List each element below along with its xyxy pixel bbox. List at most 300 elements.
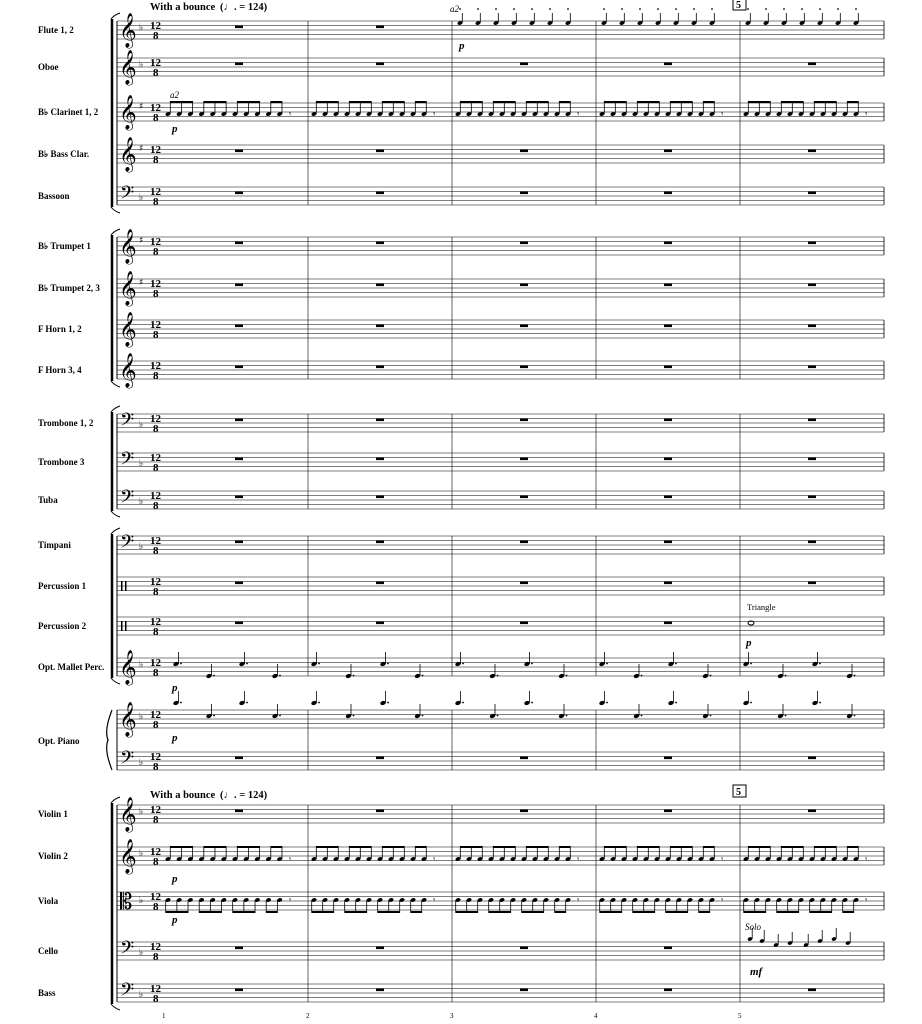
treble-clef-icon: 𝄞 bbox=[119, 13, 137, 48]
whole-rest-icon bbox=[808, 192, 816, 195]
time-sig-bottom: 8 bbox=[153, 993, 159, 1005]
beam bbox=[781, 101, 803, 103]
flat-icon: ♭ bbox=[139, 896, 144, 906]
flat-icon: ♭ bbox=[139, 712, 144, 722]
beam bbox=[166, 911, 188, 913]
instrument-label: Violin 1 bbox=[38, 809, 68, 819]
eighth-rest-icon: 𝄾 bbox=[433, 896, 436, 906]
time-sig-bottom: 8 bbox=[153, 901, 159, 913]
whole-rest-icon bbox=[235, 26, 243, 29]
staff-row bbox=[38, 229, 884, 265]
bass-clef-icon: 𝄢 bbox=[120, 487, 135, 512]
dyn-piano-p: p bbox=[172, 732, 178, 744]
measure-number-3: 3 bbox=[450, 1012, 454, 1020]
beam bbox=[456, 911, 478, 913]
beam bbox=[204, 846, 226, 848]
instrument-label: B♭ Bass Clar. bbox=[38, 149, 90, 159]
beam bbox=[847, 846, 858, 848]
whole-rest-icon bbox=[376, 622, 384, 625]
triangle-label: Triangle bbox=[747, 602, 776, 612]
whole-rest-icon bbox=[808, 325, 816, 328]
bass-clef-icon: 𝄢 bbox=[120, 532, 135, 557]
whole-rest-icon bbox=[664, 192, 672, 195]
whole-rest-icon bbox=[235, 947, 243, 950]
time-sig-bottom: 8 bbox=[153, 500, 159, 512]
time-sig-top: 12 bbox=[150, 413, 161, 425]
whole-rest-icon bbox=[235, 541, 243, 544]
beam bbox=[781, 846, 803, 848]
time-sig-bottom: 8 bbox=[153, 856, 159, 868]
solo-label: Solo bbox=[745, 922, 762, 932]
beam bbox=[670, 101, 692, 103]
whole-rest-icon bbox=[235, 810, 243, 813]
beam bbox=[493, 101, 515, 103]
bass-clef-icon: 𝄢 bbox=[120, 410, 135, 435]
beam bbox=[378, 911, 400, 913]
whole-rest-icon bbox=[376, 810, 384, 813]
instrument-label: Percussion 1 bbox=[38, 581, 87, 591]
time-sig-bottom: 8 bbox=[153, 112, 159, 124]
beam bbox=[748, 101, 770, 103]
time-sig-bottom: 8 bbox=[153, 545, 159, 557]
whole-rest-icon bbox=[664, 366, 672, 369]
time-sig-bottom: 8 bbox=[153, 761, 159, 773]
time-sig-bottom: 8 bbox=[153, 951, 159, 963]
flat-icon: ♭ bbox=[139, 948, 144, 958]
instrument-label: Trombone 3 bbox=[38, 457, 85, 467]
staccato-dot bbox=[639, 8, 641, 10]
time-sig-top: 12 bbox=[150, 102, 161, 114]
time-sig-bottom: 8 bbox=[153, 288, 159, 300]
whole-rest-icon bbox=[235, 242, 243, 245]
whole-rest-icon bbox=[520, 366, 528, 369]
time-sig-top: 12 bbox=[150, 535, 161, 547]
beam bbox=[699, 911, 710, 913]
treble-clef-icon: 𝄞 bbox=[119, 229, 137, 264]
instrument-label: Percussion 2 bbox=[38, 621, 87, 631]
eighth-rest-icon: 𝄾 bbox=[577, 855, 580, 865]
staff-row bbox=[38, 50, 884, 86]
percussion-clef-icon bbox=[121, 581, 123, 591]
eighth-rest-icon: 𝄾 bbox=[721, 855, 724, 865]
time-sig-top: 12 bbox=[150, 576, 161, 588]
staccato-dot bbox=[657, 8, 659, 10]
treble-clef-icon: 𝄞 bbox=[119, 137, 137, 172]
time-sig-bottom: 8 bbox=[153, 30, 159, 42]
a2-flute: a2 bbox=[450, 4, 459, 14]
beam bbox=[493, 846, 515, 848]
beam bbox=[810, 911, 832, 913]
time-sig-top: 12 bbox=[150, 891, 161, 903]
tempo-value-strings: (♩. = 124) bbox=[220, 790, 268, 801]
whole-rest-icon bbox=[235, 622, 243, 625]
beam bbox=[489, 911, 511, 913]
whole-rest-icon bbox=[520, 458, 528, 461]
time-sig-top: 12 bbox=[150, 490, 161, 502]
beam bbox=[522, 911, 544, 913]
beam bbox=[604, 846, 626, 848]
alto-clef-icon: 𝄡 bbox=[120, 890, 133, 915]
beam bbox=[637, 846, 659, 848]
whole-rest-icon bbox=[520, 989, 528, 992]
dyn-cello-mf: mf bbox=[750, 966, 763, 978]
beam bbox=[382, 846, 404, 848]
treble-clef-icon: 𝄞 bbox=[119, 839, 137, 874]
treble-clef-icon: 𝄞 bbox=[119, 702, 137, 737]
eighth-rest-icon: 𝄾 bbox=[288, 896, 292, 906]
whole-rest-icon bbox=[235, 150, 243, 153]
staff-row bbox=[38, 650, 884, 686]
whole-rest-icon bbox=[376, 419, 384, 422]
whole-rest-icon bbox=[664, 541, 672, 544]
time-sig-bottom: 8 bbox=[153, 667, 159, 679]
beam bbox=[316, 101, 338, 103]
beam bbox=[604, 101, 626, 103]
eighth-rest-icon: 𝄾 bbox=[721, 110, 724, 120]
staccato-dot bbox=[495, 8, 497, 10]
staccato-dot bbox=[549, 8, 551, 10]
whole-rest-icon bbox=[664, 582, 672, 585]
bass-clef-icon: 𝄢 bbox=[120, 183, 135, 208]
staff-row bbox=[38, 353, 884, 389]
measure-number-5: 5 bbox=[738, 1012, 742, 1020]
beam bbox=[312, 911, 334, 913]
beam bbox=[559, 846, 570, 848]
flat-icon: ♭ bbox=[139, 990, 144, 1000]
time-sig-top: 12 bbox=[150, 804, 161, 816]
whole-rest-icon bbox=[235, 192, 243, 195]
beam bbox=[526, 846, 548, 848]
beam bbox=[744, 911, 766, 913]
notation bbox=[165, 8, 868, 991]
staff-row bbox=[117, 748, 884, 773]
staccato-dot bbox=[477, 8, 479, 10]
time-sig-bottom: 8 bbox=[153, 814, 159, 826]
instrument-label: B♭ Clarinet 1, 2 bbox=[38, 107, 99, 117]
whole-rest-icon bbox=[520, 810, 528, 813]
time-sig-top: 12 bbox=[150, 616, 161, 628]
time-sig-top: 12 bbox=[150, 236, 161, 248]
instrument-label: B♭ Trumpet 2, 3 bbox=[38, 283, 100, 293]
staccato-dot bbox=[513, 8, 515, 10]
staccato-dot bbox=[801, 8, 803, 10]
whole-rest-icon bbox=[520, 582, 528, 585]
beam bbox=[843, 911, 854, 913]
time-sig-bottom: 8 bbox=[153, 196, 159, 208]
staff-row bbox=[38, 487, 884, 512]
instrument-label: Opt. Mallet Perc. bbox=[38, 662, 105, 672]
instrument-label: Cello bbox=[38, 946, 58, 956]
beam bbox=[345, 911, 367, 913]
sharp-icon: ♯ bbox=[139, 278, 144, 288]
whole-rest-icon bbox=[520, 496, 528, 499]
beam bbox=[666, 911, 688, 913]
flat-icon: ♭ bbox=[139, 420, 144, 430]
whole-rest-icon bbox=[808, 242, 816, 245]
beam bbox=[703, 846, 714, 848]
whole-rest-icon bbox=[376, 63, 384, 66]
staff-row bbox=[38, 576, 884, 598]
whole-rest-icon bbox=[520, 284, 528, 287]
treble-clef-icon: 𝄞 bbox=[119, 312, 137, 347]
flat-icon: ♭ bbox=[139, 23, 144, 33]
whole-rest-icon bbox=[235, 325, 243, 328]
instrument-label: Oboe bbox=[38, 62, 59, 72]
staff-row bbox=[38, 271, 884, 307]
beam bbox=[170, 846, 192, 848]
beam bbox=[199, 911, 221, 913]
whole-rest-icon bbox=[520, 150, 528, 153]
instrument-label: Timpani bbox=[38, 540, 71, 550]
dyn-violin2-p: p bbox=[172, 873, 178, 885]
staff-row bbox=[38, 938, 884, 963]
bass-clef-icon: 𝄢 bbox=[120, 980, 135, 1005]
dyn-viola-p: p bbox=[172, 914, 178, 926]
whole-rest-icon bbox=[376, 325, 384, 328]
whole-rest-icon bbox=[376, 366, 384, 369]
beam bbox=[266, 911, 277, 913]
dyn-perc2-p: p bbox=[746, 637, 752, 649]
piano-brace-icon bbox=[107, 710, 112, 770]
staff-row bbox=[38, 839, 884, 875]
whole-rest-icon bbox=[520, 242, 528, 245]
eighth-rest-icon: 𝄾 bbox=[865, 855, 868, 865]
whole-rest-icon bbox=[520, 325, 528, 328]
staccato-dot bbox=[819, 8, 821, 10]
beam bbox=[233, 911, 255, 913]
time-sig-top: 12 bbox=[150, 278, 161, 290]
tempo-marking-top: With a bounce bbox=[150, 2, 216, 13]
whole-rest-icon bbox=[376, 989, 384, 992]
time-sig-bottom: 8 bbox=[153, 626, 159, 638]
staccato-dot bbox=[711, 8, 713, 10]
whole-rest-icon bbox=[664, 947, 672, 950]
whole-rest-icon bbox=[664, 458, 672, 461]
eighth-rest-icon: 𝄾 bbox=[433, 855, 436, 865]
tempo-marking-strings: With a bounce bbox=[150, 790, 216, 801]
whole-rest-icon bbox=[808, 150, 816, 153]
measure-number-1: 1 bbox=[162, 1012, 166, 1020]
instrument-label: Trombone 1, 2 bbox=[38, 418, 94, 428]
instrument-label: F Horn 3, 4 bbox=[38, 365, 82, 375]
eighth-rest-icon: 𝄾 bbox=[721, 896, 724, 906]
staccato-dot bbox=[675, 8, 677, 10]
dyn-mallet-p: p bbox=[172, 682, 178, 694]
beam bbox=[703, 101, 714, 103]
percussion-clef-icon bbox=[121, 621, 123, 631]
staff-row bbox=[38, 312, 884, 348]
time-sig-top: 12 bbox=[150, 751, 161, 763]
beam bbox=[170, 101, 192, 103]
beam bbox=[271, 846, 282, 848]
time-sig-top: 12 bbox=[150, 319, 161, 331]
whole-rest-icon bbox=[235, 284, 243, 287]
eighth-rest-icon: 𝄾 bbox=[577, 110, 580, 120]
measure-number-4: 4 bbox=[594, 1012, 598, 1020]
whole-rest-icon bbox=[376, 582, 384, 585]
instrument-label: Bass bbox=[38, 988, 56, 998]
beam bbox=[600, 911, 622, 913]
staccato-dot bbox=[621, 8, 623, 10]
beam bbox=[777, 911, 799, 913]
whole-rest-icon bbox=[235, 496, 243, 499]
time-sig-top: 12 bbox=[150, 846, 161, 858]
beam bbox=[316, 846, 338, 848]
whole-rest-icon bbox=[664, 989, 672, 992]
time-sig-top: 12 bbox=[150, 57, 161, 69]
time-sig-top: 12 bbox=[150, 983, 161, 995]
eighth-rest-icon: 𝄾 bbox=[865, 896, 868, 906]
rehearsal-mark-top: 5 bbox=[736, 0, 741, 11]
time-sig-top: 12 bbox=[150, 941, 161, 953]
beam bbox=[237, 101, 259, 103]
flat-icon: ♭ bbox=[139, 660, 144, 670]
whole-rest-icon bbox=[808, 582, 816, 585]
beam bbox=[460, 846, 482, 848]
dyn-flute-p: p bbox=[459, 40, 465, 52]
flat-icon: ♭ bbox=[139, 758, 144, 768]
treble-clef-icon: 𝄞 bbox=[119, 797, 137, 832]
time-sig-bottom: 8 bbox=[153, 719, 159, 731]
whole-rest-icon bbox=[808, 458, 816, 461]
time-sig-bottom: 8 bbox=[153, 586, 159, 598]
staff-row bbox=[38, 183, 884, 208]
whole-rest-icon bbox=[235, 458, 243, 461]
instrument-label: Bassoon bbox=[38, 191, 70, 201]
whole-rest-icon bbox=[664, 496, 672, 499]
treble-clef-icon: 𝄞 bbox=[119, 650, 137, 685]
beam bbox=[559, 101, 570, 103]
staff-row bbox=[38, 616, 884, 638]
whole-rest-icon bbox=[664, 325, 672, 328]
time-sig-bottom: 8 bbox=[153, 246, 159, 258]
time-sig-top: 12 bbox=[150, 709, 161, 721]
staccato-dot bbox=[693, 8, 695, 10]
treble-clef-icon: 𝄞 bbox=[119, 271, 137, 306]
staccato-dot bbox=[783, 8, 785, 10]
eighth-rest-icon: 𝄾 bbox=[288, 110, 292, 120]
tempo-value-top: (♩. = 124) bbox=[220, 2, 268, 13]
time-sig-top: 12 bbox=[150, 20, 161, 32]
staff-row bbox=[38, 137, 884, 173]
whole-rest-icon bbox=[664, 150, 672, 153]
flat-icon: ♭ bbox=[139, 497, 144, 507]
instrument-label: F Horn 1, 2 bbox=[38, 324, 82, 334]
whole-rest-icon bbox=[235, 757, 243, 760]
beam bbox=[415, 846, 426, 848]
whole-rest-icon bbox=[235, 366, 243, 369]
staccato-dot bbox=[603, 8, 605, 10]
bass-clef-icon: 𝄢 bbox=[120, 938, 135, 963]
bass-clef-icon: 𝄢 bbox=[120, 748, 135, 773]
treble-clef-icon: 𝄞 bbox=[119, 353, 137, 388]
dyn-clarinet-p: p bbox=[172, 123, 178, 135]
whole-rest-icon bbox=[520, 757, 528, 760]
beam bbox=[814, 101, 836, 103]
beam bbox=[555, 911, 566, 913]
whole-rest-icon bbox=[520, 63, 528, 66]
sharp-icon: ♯ bbox=[139, 236, 144, 246]
whole-rest-icon bbox=[808, 989, 816, 992]
a2-clarinet: a2 bbox=[170, 90, 179, 100]
time-sig-bottom: 8 bbox=[153, 423, 159, 435]
staff-row bbox=[38, 449, 884, 474]
whole-rest-icon bbox=[808, 284, 816, 287]
whole-rest-icon bbox=[808, 366, 816, 369]
whole-rest-icon bbox=[235, 419, 243, 422]
staccato-dot bbox=[855, 8, 857, 10]
whole-rest-icon bbox=[520, 419, 528, 422]
time-sig-bottom: 8 bbox=[153, 329, 159, 341]
whole-rest-icon bbox=[520, 947, 528, 950]
whole-rest-icon bbox=[664, 810, 672, 813]
staccato-dot bbox=[765, 8, 767, 10]
instrument-label: B♭ Trumpet 1 bbox=[38, 241, 91, 251]
eighth-rest-icon: 𝄾 bbox=[865, 110, 868, 120]
time-sig-bottom: 8 bbox=[153, 462, 159, 474]
whole-rest-icon bbox=[376, 947, 384, 950]
flat-icon: ♭ bbox=[139, 807, 144, 817]
staccato-dot bbox=[837, 8, 839, 10]
whole-rest-icon bbox=[664, 63, 672, 66]
staff-row bbox=[38, 410, 884, 435]
whole-rest-icon bbox=[664, 284, 672, 287]
bass-clef-icon: 𝄢 bbox=[120, 449, 135, 474]
beam bbox=[204, 101, 226, 103]
beam bbox=[411, 911, 422, 913]
staff-row bbox=[38, 702, 884, 746]
whole-rest-icon bbox=[808, 757, 816, 760]
staff-row bbox=[38, 980, 884, 1005]
whole-rest-icon bbox=[520, 192, 528, 195]
eighth-rest-icon: 𝄾 bbox=[288, 855, 292, 865]
whole-rest-icon bbox=[664, 242, 672, 245]
beam bbox=[349, 101, 371, 103]
beam bbox=[271, 101, 282, 103]
instrument-label: Tuba bbox=[38, 495, 58, 505]
beam bbox=[637, 101, 659, 103]
flat-icon: ♭ bbox=[139, 60, 144, 70]
time-sig-top: 12 bbox=[150, 657, 161, 669]
beam bbox=[382, 101, 404, 103]
treble-clef-icon: 𝄞 bbox=[119, 50, 137, 85]
beam bbox=[633, 911, 655, 913]
whole-rest-icon bbox=[376, 192, 384, 195]
staff-row bbox=[38, 797, 884, 833]
whole-rest-icon bbox=[376, 458, 384, 461]
time-sig-top: 12 bbox=[150, 186, 161, 198]
time-sig-bottom: 8 bbox=[153, 67, 159, 79]
time-sig-top: 12 bbox=[150, 452, 161, 464]
staff-row bbox=[38, 532, 884, 557]
time-sig-top: 12 bbox=[150, 144, 161, 156]
staccato-dot bbox=[531, 8, 533, 10]
whole-rest-icon bbox=[376, 242, 384, 245]
instrument-label: Opt. Piano bbox=[38, 736, 80, 746]
sharp-icon: ♯ bbox=[139, 102, 144, 112]
beam bbox=[460, 101, 482, 103]
whole-rest-icon bbox=[376, 150, 384, 153]
beam bbox=[415, 101, 426, 103]
time-sig-bottom: 8 bbox=[153, 370, 159, 382]
whole-rest-icon bbox=[808, 496, 816, 499]
measure-number-2: 2 bbox=[306, 1012, 310, 1020]
treble-clef-icon: 𝄞 bbox=[119, 95, 137, 130]
flat-icon: ♭ bbox=[139, 542, 144, 552]
flat-icon: ♭ bbox=[139, 193, 144, 203]
whole-rest-icon bbox=[664, 757, 672, 760]
flat-icon: ♭ bbox=[139, 849, 144, 859]
